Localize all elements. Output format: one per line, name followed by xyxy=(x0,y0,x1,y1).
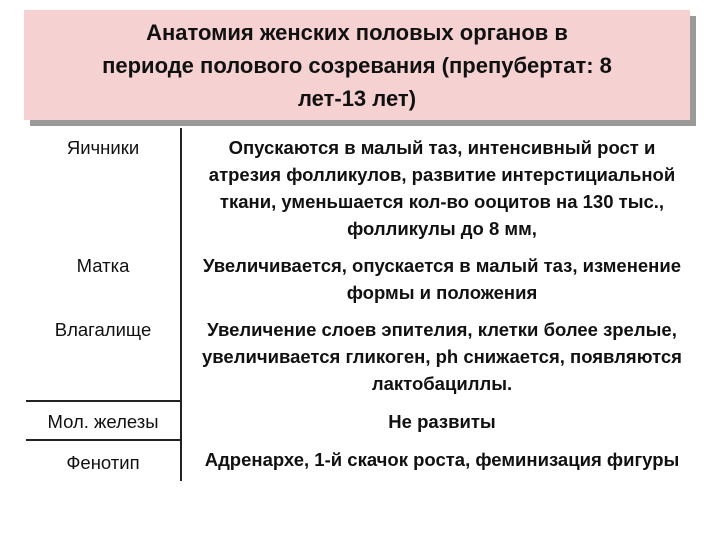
description-cell: Не развиты xyxy=(181,401,702,440)
description-cell: Адренархе, 1-й скачок роста, феминизация фигуры xyxy=(181,440,702,481)
description-cell: Увеличение слоев эпителия, клетки более зрелые, увеличивается гликоген, ph снижается, появляются лактобациллы. xyxy=(181,310,702,401)
slide-title: Анатомия женских половых органов в периоде полового созревания (препубертат: 8 лет-13 лет) xyxy=(102,19,612,111)
description-cell: Увеличивается, опускается в малый таз, изменение формы и положения xyxy=(181,246,702,310)
table-row xyxy=(26,310,702,401)
organ-cell: Фенотип xyxy=(66,452,140,473)
anatomy-table xyxy=(26,128,702,481)
description-cell: Опускаются в малый таз, интенсивный рост и атрезия фолликулов, развитие интерстициальной ткани, уменьшается кол-во ооцитов на 130 тыс., фолликулы до 8 мм, xyxy=(181,128,702,246)
table-row xyxy=(26,128,702,246)
title-banner xyxy=(24,10,690,120)
organ-cell: Мол. железы xyxy=(26,401,181,440)
organ-cell: Матка xyxy=(76,255,130,276)
table-row xyxy=(26,246,702,310)
table-row xyxy=(26,440,702,481)
table-row xyxy=(26,401,702,440)
organ-cell: Влагалище xyxy=(54,319,152,340)
organ-cell: Яичники xyxy=(66,137,140,158)
